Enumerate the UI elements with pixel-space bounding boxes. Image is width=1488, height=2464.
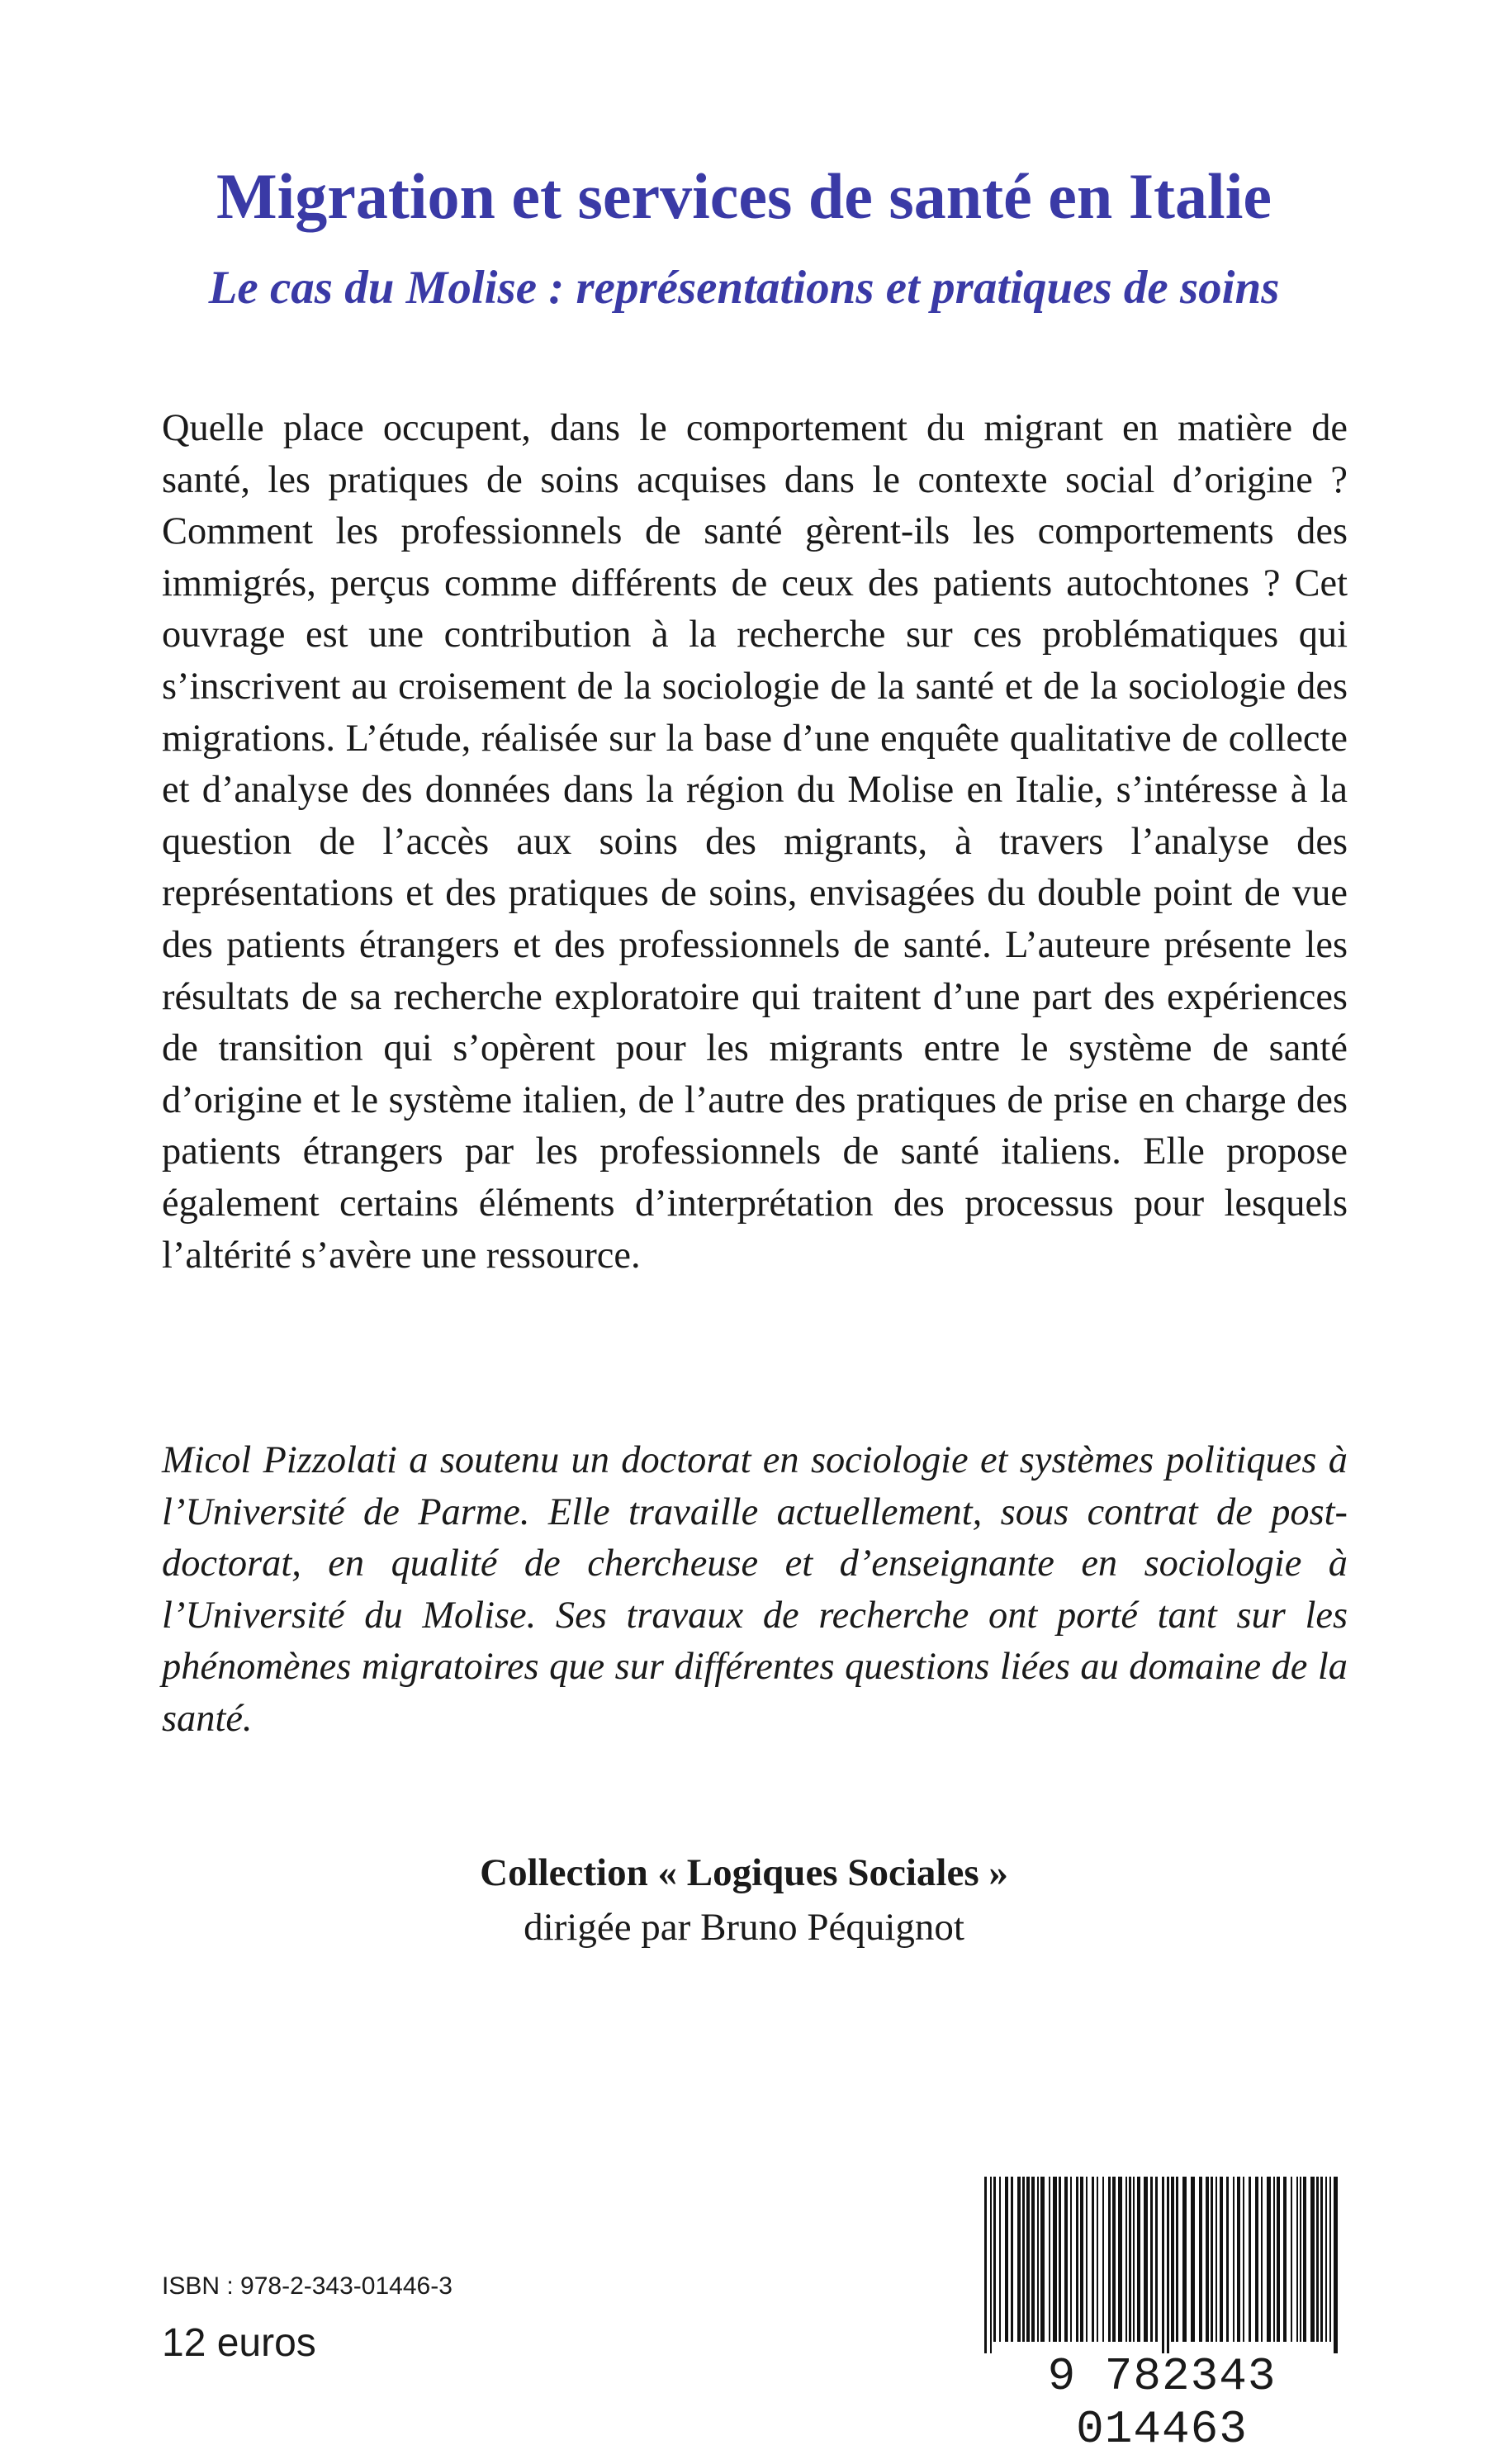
book-title: Migration et services de santé en Italie — [216, 160, 1272, 232]
barcode-bar — [1191, 2177, 1195, 2342]
barcode-bar — [1150, 2177, 1153, 2342]
barcode-bar — [1255, 2177, 1258, 2342]
barcode-bar — [1092, 2177, 1094, 2342]
barcode-bar — [1325, 2177, 1327, 2342]
author-bio: Micol Pizzolati a soutenu un doctorat en sociologie et systèmes politiques à l’Université de Parme. Elle travaille actuellement, sous contrat de post-doctorat, en qualité de chercheuse et d’enseignante en sociologie à l’Université du Molise. Ses travaux de recherche ont porté tant sur les phénomènes migratoires que sur différentes questions liées au domaine de la santé. — [162, 1439, 1348, 1740]
collection-director: dirigée par Bruno Péquignot — [524, 1906, 964, 1949]
barcode-bar — [1216, 2177, 1217, 2342]
barcode-bar — [1171, 2177, 1174, 2342]
barcode-bar — [1249, 2177, 1251, 2342]
barcode-bar — [1011, 2177, 1013, 2342]
barcode-bar — [1053, 2177, 1057, 2342]
barcode-bars-icon — [979, 2177, 1344, 2353]
barcode-bar — [1320, 2177, 1323, 2342]
barcode-bar — [1283, 2177, 1287, 2342]
barcode-bar — [1086, 2177, 1088, 2342]
barcode-bar — [1243, 2177, 1244, 2342]
barcode-bar — [1296, 2177, 1298, 2342]
isbn-label: ISBN : 978-2-343-01446-3 — [162, 2272, 453, 2300]
barcode-bar — [1182, 2177, 1187, 2342]
barcode-bar — [1334, 2177, 1338, 2353]
barcode-bar — [1316, 2177, 1319, 2342]
barcode-bar — [1059, 2177, 1061, 2342]
barcode-bar — [1220, 2177, 1223, 2342]
barcode-bar — [1026, 2177, 1030, 2342]
barcode-bar — [1118, 2177, 1122, 2342]
barcode-bar — [1037, 2177, 1039, 2342]
barcode-bar — [1070, 2177, 1072, 2342]
barcode-bar — [1277, 2177, 1280, 2342]
barcode-bar — [1005, 2177, 1008, 2342]
barcode-bar — [1211, 2177, 1213, 2342]
barcode-bar — [1137, 2177, 1140, 2342]
barcode-bar — [1022, 2177, 1025, 2342]
barcode-bar — [993, 2177, 996, 2342]
barcode-bar — [1031, 2177, 1035, 2342]
barcode-bar — [1064, 2177, 1068, 2342]
barcode — [979, 2177, 1344, 2456]
barcode-bar — [1129, 2177, 1131, 2342]
barcode-bar — [1329, 2177, 1331, 2342]
barcode-digits: 9 782343 014463 — [1047, 2350, 1277, 2456]
barcode-bar — [990, 2177, 992, 2353]
barcode-bar — [1125, 2177, 1127, 2342]
description-paragraph: Quelle place occupent, dans le comportement du migrant en matière de santé, les pratiques de soins acquises dans le contexte social d’origine ? Comment les professionnels de santé gèrent-ils les comportements des immigrés, perçus comme différents de ceux des patients autochtones ? Cet ouvrage est une contribution à la recherche sur ces problématiques qui s’inscrivent au croisement de la sociologie de la santé et de la sociologie des migrations. L’étude, réalisée sur la base d’une enquête qualitative de collecte et d’analyse des données dans la région du Molise en Italie, s’intéresse à la question de l’accès aux soins des migrants, à travers l’analyse des représentations et des pratiques de soins, envisagées du double point de vue des patients étrangers et des professionnels de santé. L’auteure présente les résultats de sa recherche exploratoire qui traitent d’une part des expériences de transition qui s’opèrent pour les migrants entre le système de santé d’origine et le système italien, de l’autre des pratiques de prise en charge des patients étrangers par les professionnels de santé italiens. Elle propose également certains éléments d’interprétation des processus pour lesquels l’altérité s’avère une ressource. — [162, 407, 1348, 1277]
barcode-bar — [1233, 2177, 1234, 2342]
barcode-bar — [1226, 2177, 1229, 2342]
barcode-bar — [1040, 2177, 1045, 2342]
collection-name: Collection « Logiques Sociales » — [480, 1851, 1008, 1894]
barcode-bar — [999, 2177, 1001, 2342]
barcode-bar — [1273, 2177, 1275, 2342]
book-subtitle: Le cas du Molise : représentations et pratiques de soins — [208, 262, 1280, 314]
barcode-bar — [1199, 2177, 1202, 2342]
barcode-bar — [1261, 2177, 1263, 2342]
barcode-bar — [1267, 2177, 1271, 2342]
barcode-bar — [1206, 2177, 1209, 2342]
barcode-bar — [1102, 2177, 1104, 2342]
barcode-bar — [1303, 2177, 1306, 2342]
barcode-bar — [984, 2177, 987, 2353]
price-label: 12 euros — [162, 2321, 316, 2365]
barcode-bar — [1300, 2177, 1301, 2342]
barcode-bar — [1237, 2177, 1240, 2342]
barcode-bar — [1049, 2177, 1050, 2342]
barcode-bar — [1080, 2177, 1083, 2342]
barcode-bar — [1176, 2177, 1178, 2342]
barcode-bar — [1133, 2177, 1135, 2342]
barcode-bar — [1155, 2177, 1158, 2342]
barcode-bar — [1310, 2177, 1315, 2342]
barcode-bar — [1017, 2177, 1021, 2342]
barcode-bar — [1097, 2177, 1098, 2342]
barcode-bar — [1112, 2177, 1116, 2342]
barcode-bar — [1167, 2177, 1169, 2353]
barcode-bar — [1291, 2177, 1292, 2342]
barcode-bar — [1076, 2177, 1078, 2342]
barcode-bar — [1144, 2177, 1148, 2342]
barcode-bar — [1108, 2177, 1111, 2342]
barcode-bar — [1162, 2177, 1164, 2353]
